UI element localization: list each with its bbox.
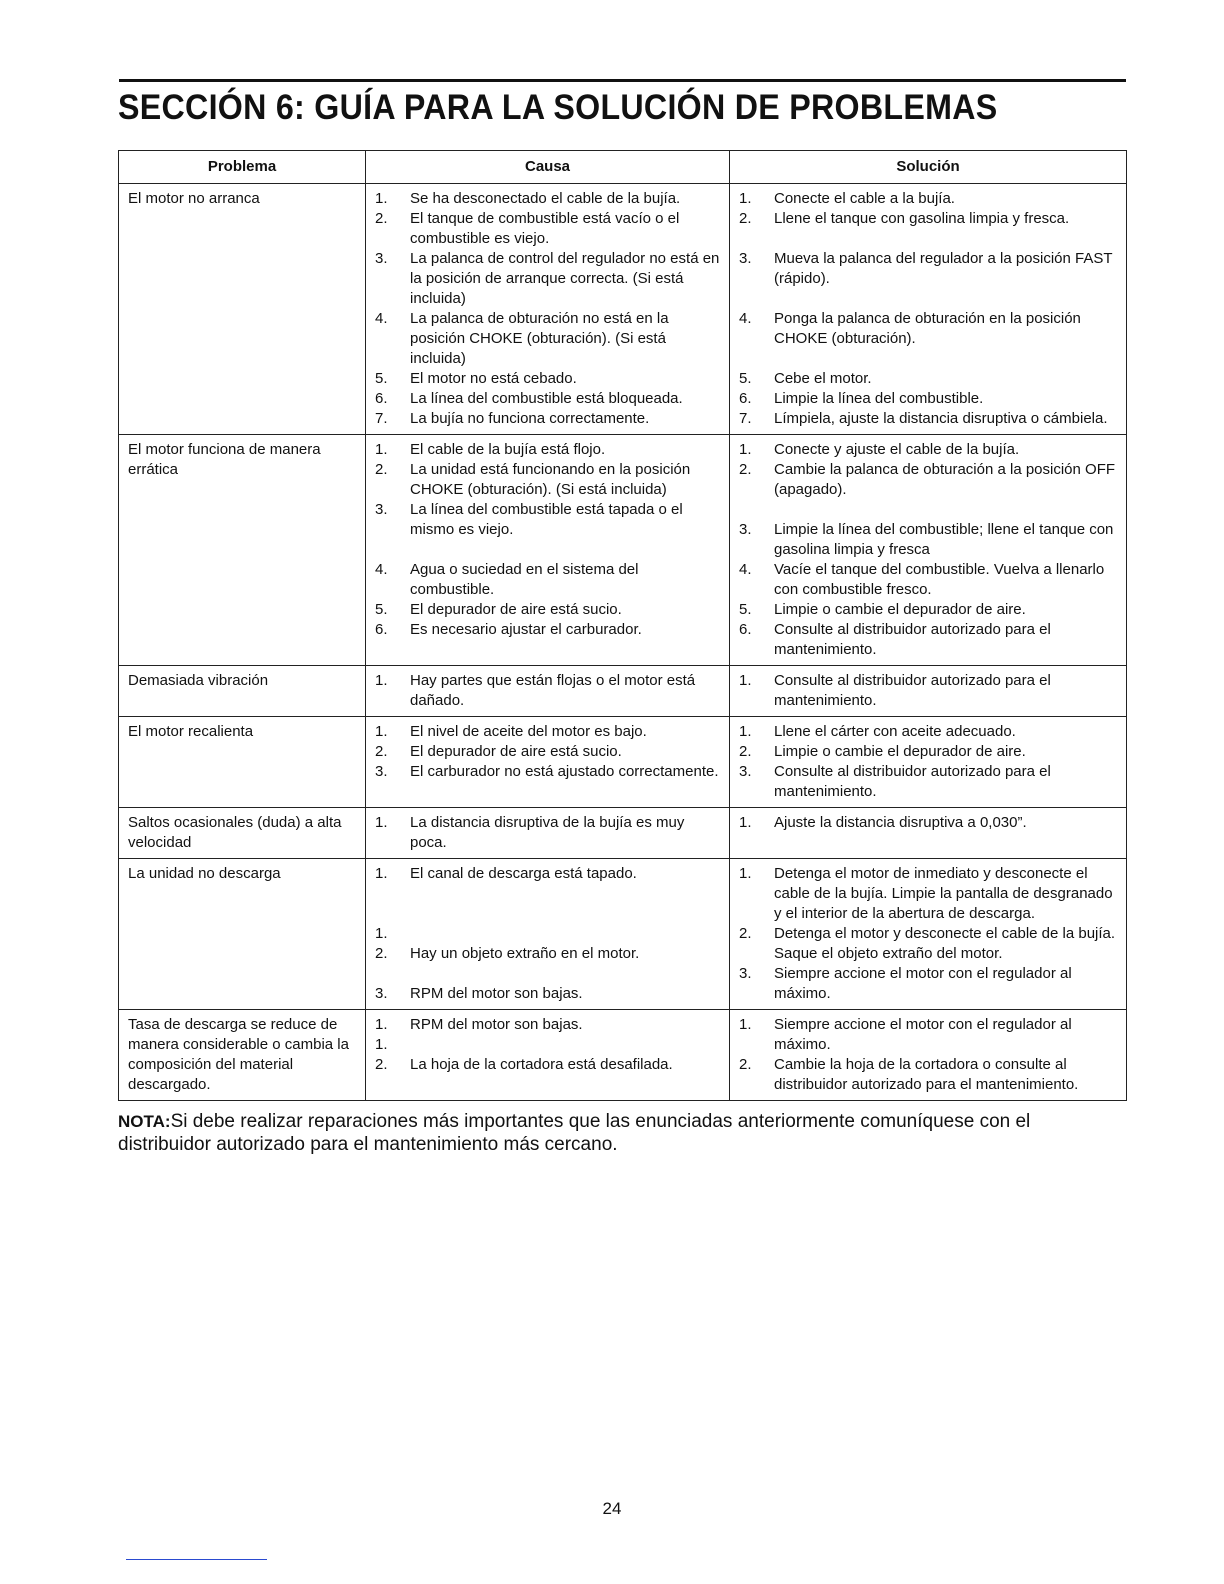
item-text: Detenga el motor de inmediato y desconecte el cable de la bujía. Limpie la pantalla de desgranado y el interior de la abertura de descarga. <box>774 865 1113 922</box>
item-number: 1. <box>739 865 752 882</box>
item-text: El depurador de aire está sucio. <box>410 601 622 618</box>
cause-item <box>375 964 725 984</box>
header-solution: Solución <box>730 151 1127 184</box>
item-text: La bujía no funciona correctamente. <box>410 410 650 427</box>
item-number: 2. <box>739 1056 752 1073</box>
cause-item <box>375 409 725 429</box>
item-number: 4. <box>375 561 388 578</box>
item-text: El cable de la bujía está flojo. <box>410 441 606 458</box>
item-text <box>774 349 1122 369</box>
item-number <box>375 540 410 560</box>
solution-item <box>739 742 1122 762</box>
table-row <box>119 435 1127 666</box>
item-number <box>375 964 410 984</box>
item-number: 2. <box>375 945 388 962</box>
item-text: Limpie la línea del combustible; llene el tanque con gasolina limpia y fresca <box>774 521 1114 558</box>
note <box>118 1110 1118 1156</box>
solution-item <box>739 762 1122 802</box>
solution-cell <box>730 1010 1127 1101</box>
cause-cell <box>366 1010 730 1101</box>
item-number: 2. <box>739 461 752 478</box>
item-text: Llene el tanque con gasolina limpia y fresca. <box>774 210 1070 227</box>
item-number: 2. <box>375 1056 388 1073</box>
cause-item <box>375 722 725 742</box>
cause-item <box>375 884 725 904</box>
top-rule <box>119 79 1126 82</box>
problem-cell: Demasiada vibración <box>119 666 366 717</box>
item-text: Limpie o cambie el depurador de aire. <box>774 743 1026 760</box>
item-number: 2. <box>375 461 388 478</box>
item-number <box>739 229 774 249</box>
cause-item <box>375 369 725 389</box>
item-number: 4. <box>739 310 752 327</box>
solution-item <box>739 964 1122 1004</box>
item-text: Siempre accione el motor con el regulador al máximo. <box>774 1016 1072 1053</box>
solution-item <box>739 369 1122 389</box>
cause-item <box>375 1035 725 1055</box>
item-number <box>739 500 774 520</box>
cause-item <box>375 440 725 460</box>
item-number: 1. <box>739 814 752 831</box>
solution-item <box>739 722 1122 742</box>
cause-item <box>375 540 725 560</box>
item-text <box>410 904 725 924</box>
item-number: 3. <box>739 250 752 267</box>
table-row <box>119 808 1127 859</box>
item-text: Se ha desconectado el cable de la bujía. <box>410 190 681 207</box>
item-text: Hay partes que están flojas o el motor está dañado. <box>410 672 696 709</box>
item-number: 1. <box>375 1036 388 1053</box>
solution-item <box>739 289 1122 309</box>
item-text: Conecte el cable a la bujía. <box>774 190 955 207</box>
item-number: 7. <box>739 410 752 427</box>
item-text: El motor no está cebado. <box>410 370 577 387</box>
item-text: Vacíe el tanque del combustible. Vuelva a llenarlo con combustible fresco. <box>774 561 1105 598</box>
item-number: 1. <box>739 1016 752 1033</box>
item-text: El depurador de aire está sucio. <box>410 743 622 760</box>
item-number: 1. <box>375 190 388 207</box>
item-text: Límpiela, ajuste la distancia disruptiva o cámbiela. <box>774 410 1108 427</box>
item-number: 3. <box>375 763 388 780</box>
header-cause: Causa <box>366 151 730 184</box>
item-text: Detenga el motor y desconecte el cable de la bujía. Saque el objeto extraño del motor. <box>774 925 1116 962</box>
cause-cell <box>366 666 730 717</box>
item-number: 5. <box>375 370 388 387</box>
table-header-row <box>119 151 1127 184</box>
solution-cell <box>730 808 1127 859</box>
item-number: 2. <box>375 743 388 760</box>
problem-cell: Saltos ocasionales (duda) a alta velocidad <box>119 808 366 859</box>
solution-item <box>739 209 1122 229</box>
item-number: 1. <box>375 814 388 831</box>
item-number: 3. <box>739 521 752 538</box>
cause-item <box>375 309 725 369</box>
item-text: RPM del motor son bajas. <box>410 1016 583 1033</box>
note-text: Si debe realizar reparaciones más importantes que las enunciadas anteriormente comuníquese con el distribuidor autorizado para el mantenimiento más cercano. <box>118 1111 1031 1155</box>
item-number: 1. <box>375 1016 388 1033</box>
cause-item <box>375 924 725 944</box>
table-row <box>119 717 1127 808</box>
solution-cell <box>730 717 1127 808</box>
item-number: 3. <box>375 250 388 267</box>
item-text <box>774 229 1122 249</box>
item-text: Cambie la hoja de la cortadora o consulte al distribuidor autorizado para el mantenimiento. <box>774 1056 1079 1093</box>
cause-cell <box>366 184 730 435</box>
item-number: 3. <box>739 965 752 982</box>
item-text: Llene el cárter con aceite adecuado. <box>774 723 1016 740</box>
cause-item <box>375 389 725 409</box>
item-text: Hay un objeto extraño en el motor. <box>410 945 640 962</box>
item-text <box>774 500 1122 520</box>
cause-item <box>375 1055 725 1075</box>
item-text: Cebe el motor. <box>774 370 872 387</box>
troubleshooting-table <box>118 150 1127 1101</box>
item-number: 1. <box>739 190 752 207</box>
solution-item <box>739 309 1122 349</box>
item-text: Agua o suciedad en el sistema del combustible. <box>410 561 639 598</box>
item-text <box>774 289 1122 309</box>
solution-cell <box>730 184 1127 435</box>
item-text: La línea del combustible está bloqueada. <box>410 390 683 407</box>
item-number: 6. <box>739 621 752 638</box>
item-text: Consulte al distribuidor autorizado para el mantenimiento. <box>774 621 1051 658</box>
item-text <box>410 924 725 944</box>
solution-item <box>739 813 1122 833</box>
item-number: 1. <box>375 925 388 942</box>
note-label: NOTA: <box>118 1112 171 1131</box>
solution-item <box>739 671 1122 711</box>
solution-cell <box>730 435 1127 666</box>
cause-item <box>375 460 725 500</box>
solution-item <box>739 1015 1122 1055</box>
item-text: Limpie o cambie el depurador de aire. <box>774 601 1026 618</box>
solution-item <box>739 1055 1122 1095</box>
item-number: 6. <box>375 390 388 407</box>
problem-cell: El motor no arranca <box>119 184 366 435</box>
item-text: Siempre accione el motor con el regulador al máximo. <box>774 965 1072 1002</box>
item-number: 5. <box>375 601 388 618</box>
item-number: 5. <box>739 601 752 618</box>
solution-item <box>739 620 1122 660</box>
cause-cell <box>366 435 730 666</box>
item-text: La distancia disruptiva de la bujía es muy poca. <box>410 814 685 851</box>
cause-cell <box>366 717 730 808</box>
page-number: 24 <box>602 1499 622 1518</box>
item-text: La palanca de obturación no está en la posición CHOKE (obturación). (Si está incluida) <box>410 310 669 367</box>
cause-item <box>375 864 725 884</box>
item-text: Ponga la palanca de obturación en la posición CHOKE (obturación). <box>774 310 1081 347</box>
item-text <box>410 540 725 560</box>
item-text: La línea del combustible está tapada o el mismo es viejo. <box>410 501 683 538</box>
item-text: El nivel de aceite del motor es bajo. <box>410 723 647 740</box>
item-number: 1. <box>375 672 388 689</box>
cause-item <box>375 984 725 1004</box>
header-problem: Problema <box>119 151 366 184</box>
solution-item <box>739 460 1122 500</box>
item-text: Cambie la palanca de obturación a la posición OFF (apagado). <box>774 461 1116 498</box>
problem-cell: El motor recalienta <box>119 717 366 808</box>
item-text <box>410 1035 725 1055</box>
item-number <box>375 904 410 924</box>
item-number: 3. <box>375 501 388 518</box>
footer-rule <box>126 1559 267 1560</box>
solution-item <box>739 600 1122 620</box>
item-text: Es necesario ajustar el carburador. <box>410 621 642 638</box>
item-number: 1. <box>739 672 752 689</box>
cause-item <box>375 904 725 924</box>
item-number: 3. <box>375 985 388 1002</box>
problem-cell: El motor funciona de manera errática <box>119 435 366 666</box>
item-text: El canal de descarga está tapado. <box>410 865 637 882</box>
item-text <box>410 884 725 904</box>
item-text: El carburador no está ajustado correctamente. <box>410 763 719 780</box>
item-number: 7. <box>375 410 388 427</box>
cause-item <box>375 671 725 711</box>
item-number: 2. <box>739 743 752 760</box>
solution-item <box>739 440 1122 460</box>
item-text: Mueva la palanca del regulador a la posición FAST (rápido). <box>774 250 1113 287</box>
problem-cell: Tasa de descarga se reduce de manera considerable o cambia la composición del material descargado. <box>119 1010 366 1101</box>
item-number: 1. <box>375 723 388 740</box>
cause-item <box>375 762 725 782</box>
solution-item <box>739 560 1122 600</box>
table-body <box>119 184 1127 1101</box>
cause-item <box>375 1015 725 1035</box>
cause-item <box>375 944 725 964</box>
table-row <box>119 184 1127 435</box>
item-number: 3. <box>739 763 752 780</box>
cause-item <box>375 620 725 640</box>
item-number: 2. <box>375 210 388 227</box>
item-number: 1. <box>375 441 388 458</box>
item-text: Ajuste la distancia disruptiva a 0,030”. <box>774 814 1027 831</box>
solution-item <box>739 189 1122 209</box>
table-row <box>119 666 1127 717</box>
item-number: 4. <box>375 310 388 327</box>
item-number <box>739 289 774 309</box>
solution-item <box>739 864 1122 924</box>
problem-cell: La unidad no descarga <box>119 859 366 1010</box>
item-text: El tanque de combustible está vacío o el combustible es viejo. <box>410 210 680 247</box>
item-text: La palanca de control del regulador no está en la posición de arranque correcta. (Si está incluida) <box>410 250 720 307</box>
item-text: RPM del motor son bajas. <box>410 985 583 1002</box>
item-number: 6. <box>375 621 388 638</box>
item-number: 2. <box>739 925 752 942</box>
item-text: La unidad está funcionando en la posición CHOKE (obturación). (Si está incluida) <box>410 461 691 498</box>
cause-cell <box>366 808 730 859</box>
solution-item <box>739 409 1122 429</box>
cause-item <box>375 742 725 762</box>
item-number: 1. <box>739 441 752 458</box>
item-number <box>375 884 410 904</box>
item-text: Limpie la línea del combustible. <box>774 390 984 407</box>
cause-item <box>375 813 725 853</box>
solution-item <box>739 249 1122 289</box>
cause-item <box>375 249 725 309</box>
item-number: 6. <box>739 390 752 407</box>
cause-item <box>375 189 725 209</box>
item-number: 4. <box>739 561 752 578</box>
item-number: 1. <box>739 723 752 740</box>
cause-cell <box>366 859 730 1010</box>
solution-item <box>739 924 1122 964</box>
item-text <box>410 964 725 984</box>
page-title: SECCIÓN 6: GUÍA PARA LA SOLUCIÓN DE PROBLEMAS <box>118 88 998 127</box>
cause-item <box>375 500 725 540</box>
item-number: 2. <box>739 210 752 227</box>
solution-item <box>739 389 1122 409</box>
solution-item <box>739 229 1122 249</box>
item-text: Conecte y ajuste el cable de la bujía. <box>774 441 1020 458</box>
item-number: 5. <box>739 370 752 387</box>
cause-item <box>375 560 725 600</box>
item-text: Consulte al distribuidor autorizado para el mantenimiento. <box>774 672 1051 709</box>
item-text: Consulte al distribuidor autorizado para el mantenimiento. <box>774 763 1051 800</box>
solution-item <box>739 520 1122 560</box>
solution-cell <box>730 666 1127 717</box>
item-number <box>739 349 774 369</box>
solution-item <box>739 500 1122 520</box>
cause-item <box>375 600 725 620</box>
item-number: 1. <box>375 865 388 882</box>
table-row <box>119 1010 1127 1101</box>
item-text: La hoja de la cortadora está desafilada. <box>410 1056 673 1073</box>
solution-cell <box>730 859 1127 1010</box>
table-row <box>119 859 1127 1010</box>
solution-item <box>739 349 1122 369</box>
cause-item <box>375 209 725 249</box>
